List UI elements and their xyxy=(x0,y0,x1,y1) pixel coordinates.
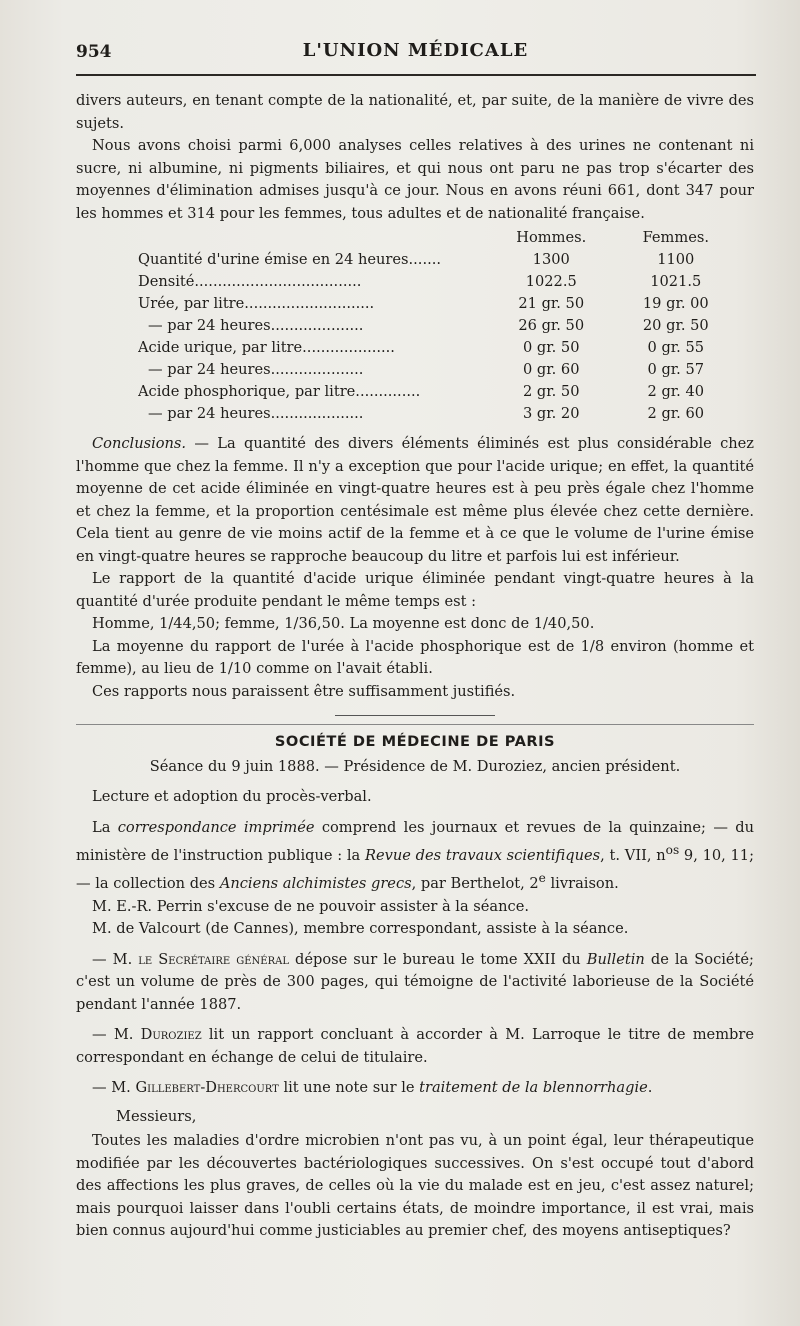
row-label: Quantité d'urine émise en 24 heures....... xyxy=(138,251,442,268)
duroziez-paragraph xyxy=(76,1024,754,1069)
salutation: Messieurs, xyxy=(116,1107,197,1125)
men-value: 2 gr. 50 xyxy=(523,383,580,400)
gillebert-paragraph xyxy=(76,1077,754,1100)
text-run: de la Société; c'est un volume de près de 300 pages, qui témoigne de l'activité laborieuse de la Société pendant l'année 1887. xyxy=(76,950,754,1013)
small-caps-run: Gillebert-Dhercourt xyxy=(135,1079,279,1097)
table-row xyxy=(138,403,738,425)
men-value: 0 gr. 50 xyxy=(523,339,580,356)
text-run: dépose sur le bureau le tome XXII du xyxy=(288,950,587,968)
women-value: 2 gr. 40 xyxy=(647,383,705,400)
small-caps-run: le Secrétaire général xyxy=(138,950,289,968)
men-value: 21 gr. 50 xyxy=(518,295,585,312)
header-rule xyxy=(76,74,756,76)
italic-run: Bulletin xyxy=(586,950,645,968)
intro-paragraph-1: divers auteurs, en tenant compte de la nationalité, et, par suite, de la manière de vivre des sujets. xyxy=(76,92,754,132)
table-blank-header xyxy=(138,227,489,249)
conclusions-lead: Conclusions. xyxy=(92,435,187,452)
men-value: 0 gr. 60 xyxy=(523,361,580,378)
table-body xyxy=(138,249,738,425)
conclusions-text: — La quantité des divers éléments éliminés est plus considérable chez l'homme que chez la femme. Il n'y a exception que pour l'acide urique; en effet, la quantité moyenne de cet acide éliminée en vingt-quatre heures est à peu près égale chez l'homme et chez la femme, et la proportion centésimale est même plus élevée chez cette dernière. Cela tient au genre de vie moins actif de la femme et à ce que le volume de l'urine émise en vingt-quatre heures se rapproche beaucoup du litre et parfois lui est inférieur. xyxy=(76,435,754,565)
urine-analysis-table xyxy=(138,227,738,425)
table-row xyxy=(138,381,738,403)
valcourt-paragraph: M. de Valcourt (de Cannes), membre correspondant, assiste à la séance. xyxy=(92,920,629,938)
secretaire-paragraph xyxy=(76,949,754,1017)
rapport-paragraph-1: Le rapport de la quantité d'acide urique éliminée pendant vingt-quatre heures à la quantité d'urée produite pendant le même temps est : xyxy=(76,570,754,610)
superscript: e xyxy=(538,871,546,886)
section-divider xyxy=(76,724,754,725)
row-label: Acide phosphorique, par litre.............. xyxy=(138,383,421,400)
page-number: 954 xyxy=(76,42,112,62)
italic-run: correspondance imprimée xyxy=(117,818,315,836)
perrin-paragraph: M. E.-R. Perrin s'excuse de ne pouvoir assister à la séance. xyxy=(92,897,529,915)
row-label: Urée, par litre............................ xyxy=(138,295,375,312)
women-value: 19 gr. 00 xyxy=(642,295,709,312)
women-value: 1021.5 xyxy=(650,273,702,290)
intro-paragraph-2: Nous avons choisi parmi 6,000 analyses celles relatives à des urines ne contenant ni sucre, ni albumine, ni pigments biliaires, et qui nous ont paru ne pas trop s'écarter des moyennes d'élimination admises jusqu'à ce jour. Nous en avons réuni 661, dont 347 pour les hommes et 314 pour les femmes, tous adultes et de nationalité française. xyxy=(76,137,754,222)
text-run: — M. xyxy=(92,1026,141,1044)
text-run: — M. xyxy=(92,1079,136,1097)
superscript: os xyxy=(665,843,680,857)
table-header-row xyxy=(138,227,738,249)
table-row xyxy=(138,315,738,337)
seance-line: Séance du 9 juin 1888. — Présidence de M. Duroziez, ancien président. xyxy=(149,757,681,775)
journal-title: L'UNION MÉDICALE xyxy=(302,40,529,61)
text-run: La xyxy=(92,818,118,836)
text-run: lit une note sur le xyxy=(278,1079,420,1097)
text-run: comprend les journaux et revues de la quinzaine; — du ministère de l'instruction publique : la xyxy=(76,818,754,864)
men-value: 3 gr. 20 xyxy=(523,405,580,422)
text-run: 9, 10, 11; — la collection des xyxy=(76,846,754,893)
table-row xyxy=(138,359,738,381)
correspondance-paragraph xyxy=(76,817,754,896)
table-row xyxy=(138,271,738,293)
italic-run: traitement de la blennorrhagie xyxy=(419,1079,648,1097)
text-run: , t. VII, n xyxy=(600,846,666,864)
rapport-values: Homme, 1/44,50; femme, 1/36,50. La moyenne est donc de 1/40,50. xyxy=(92,615,595,632)
text-run: — M. xyxy=(92,950,139,968)
table-row xyxy=(138,337,738,359)
rapport-paragraph-2: La moyenne du rapport de l'urée à l'acide phosphorique est de 1/8 environ (homme et femme), au lieu de 1/10 comme on l'avait établi. xyxy=(76,637,754,677)
table-row xyxy=(138,293,738,315)
lecture-paragraph: Lecture et adoption du procès-verbal. xyxy=(92,788,372,805)
final-paragraph: Toutes les maladies d'ordre microbien n'ont pas vu, à un point égal, leur thérapeutique modifiée par les découvertes bactériologiques successives. On s'est occupé tout d'abord des affections les plus graves, de celles où la vie du malade est en jeu, c'est assez naturel; mais pourquoi laisser dans l'oubli certains états, de moindre importance, il est vrai, mais bien connus aujourd'hui comme justiciables au premier chef, des moyens antiseptiques? xyxy=(76,1132,754,1240)
row-label: — par 24 heures.................... xyxy=(148,405,364,422)
women-value: 1100 xyxy=(657,251,695,268)
men-value: 1022.5 xyxy=(525,273,577,290)
women-value: 0 gr. 57 xyxy=(647,361,705,378)
men-value: 1300 xyxy=(532,251,570,268)
rapport-paragraph-3: Ces rapports nous paraissent être suffisamment justifiés. xyxy=(92,682,516,700)
text-run: lit un rapport concluant à accorder à M. Larroque le titre de membre correspondant en échange de celui de titulaire. xyxy=(76,1026,754,1066)
women-value: 0 gr. 55 xyxy=(647,339,705,356)
text-run: , par Berthelot, 2 xyxy=(411,875,539,893)
article-body xyxy=(76,90,754,1243)
italic-run: Revue des travaux scientifiques xyxy=(364,846,601,864)
column-header-men: Hommes. xyxy=(516,229,587,246)
society-title: SOCIÉTÉ DE MÉDECINE DE PARIS xyxy=(274,733,556,750)
column-header-women: Femmes. xyxy=(642,229,709,246)
short-divider xyxy=(335,715,495,716)
text-run: . xyxy=(647,1079,653,1097)
row-label: Acide urique, par litre.................... xyxy=(138,339,395,356)
women-value: 2 gr. 60 xyxy=(647,405,705,422)
small-caps-run: Duroziez xyxy=(140,1026,202,1044)
row-label: Densité.................................... xyxy=(138,273,362,290)
row-label: — par 24 heures.................... xyxy=(148,361,364,378)
women-value: 20 gr. 50 xyxy=(642,317,709,334)
row-label: — par 24 heures.................... xyxy=(148,317,364,334)
conclusions-paragraph xyxy=(76,433,754,568)
table-row xyxy=(138,249,738,271)
text-run: livraison. xyxy=(545,875,619,893)
men-value: 26 gr. 50 xyxy=(518,317,585,334)
italic-run: Anciens alchimistes grecs xyxy=(219,875,412,893)
running-head xyxy=(76,36,755,66)
